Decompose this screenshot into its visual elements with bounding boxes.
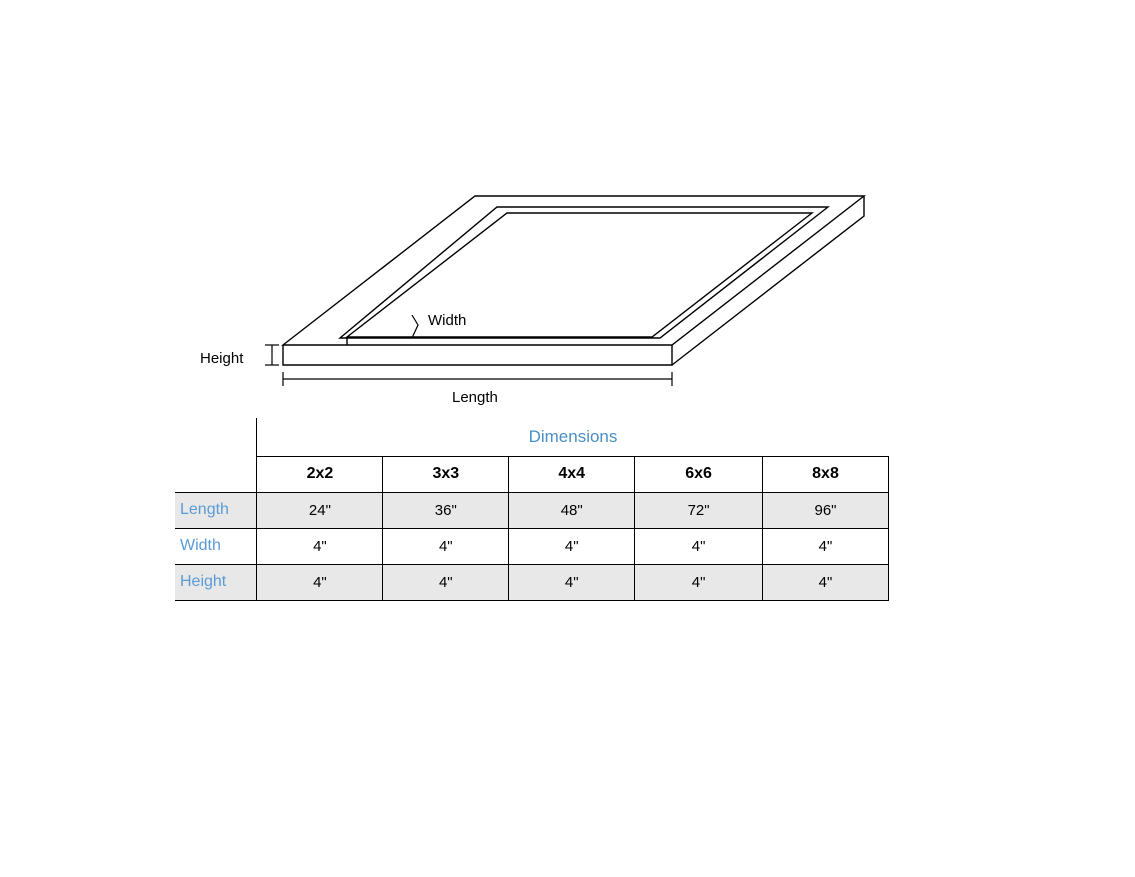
table-corner-blank [175, 418, 257, 456]
row-header-width: Width [175, 528, 257, 564]
table-header-row [175, 456, 889, 492]
cell-height-8x8: 4" [763, 564, 889, 600]
width-label: Width [428, 312, 467, 329]
table-row [175, 564, 889, 600]
frame-drawing-svg [0, 0, 1135, 430]
cell-width-6x6: 4" [635, 528, 763, 564]
table-title-row [175, 418, 889, 456]
cell-length-8x8: 96" [763, 492, 889, 528]
cell-height-2x2: 4" [257, 564, 383, 600]
cell-height-4x4: 4" [509, 564, 635, 600]
cell-width-2x2: 4" [257, 528, 383, 564]
frame-isometric-diagram [0, 0, 1135, 430]
dimensions-table [175, 418, 889, 601]
column-header-2x2: 2x2 [257, 456, 383, 492]
cell-length-2x2: 24" [257, 492, 383, 528]
table-row [175, 528, 889, 564]
frame-right-face [672, 196, 864, 365]
cell-length-6x6: 72" [635, 492, 763, 528]
row-header-height: Height [175, 564, 257, 600]
column-header-4x4: 4x4 [509, 456, 635, 492]
cell-width-8x8: 4" [763, 528, 889, 564]
height-dimension-line [265, 345, 279, 365]
column-header-6x6: 6x6 [635, 456, 763, 492]
cell-length-3x3: 36" [383, 492, 509, 528]
frame-top-inner-opening [347, 213, 812, 337]
cell-width-4x4: 4" [509, 528, 635, 564]
frame-front-face [283, 345, 672, 365]
length-label: Length [452, 389, 498, 406]
header-row-blank [175, 456, 257, 492]
width-leader-line [412, 315, 418, 338]
cell-length-4x4: 48" [509, 492, 635, 528]
length-dimension-line [283, 372, 672, 386]
cell-height-3x3: 4" [383, 564, 509, 600]
column-header-3x3: 3x3 [383, 456, 509, 492]
cell-height-6x6: 4" [635, 564, 763, 600]
frame-top-bevel-edge [340, 207, 828, 338]
frame-top-outer-face [283, 196, 864, 345]
cell-width-3x3: 4" [383, 528, 509, 564]
table-title: Dimensions [257, 418, 889, 456]
height-label: Height [200, 350, 244, 367]
table-row [175, 492, 889, 528]
row-header-length: Length [175, 492, 257, 528]
column-header-8x8: 8x8 [763, 456, 889, 492]
